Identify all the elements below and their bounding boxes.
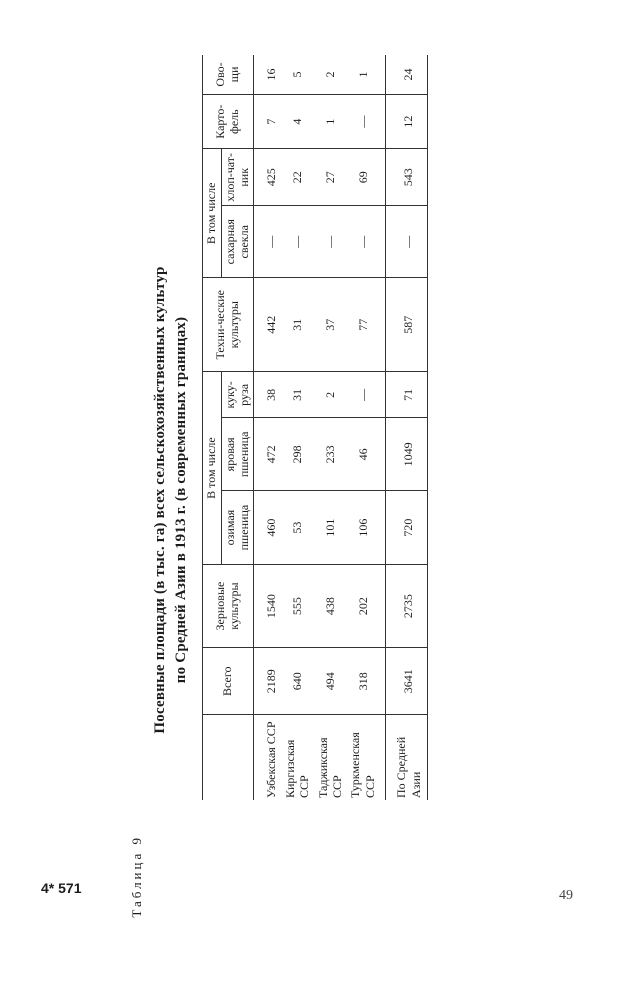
- cell-technical: 31: [281, 278, 314, 372]
- cell-spring-wheat: 46: [346, 418, 385, 491]
- cell-total: 2189: [254, 648, 281, 715]
- cell-vegetables: 2: [314, 55, 347, 94]
- cell-grain: 555: [281, 564, 314, 647]
- table-row: [314, 55, 347, 800]
- header-corn: куку-руза: [221, 372, 254, 418]
- header-technical: Техни-ческие культуры: [203, 278, 254, 372]
- header-including-technical: В том числе: [203, 149, 222, 278]
- cell-potato: 7: [254, 94, 281, 149]
- cell-spring-wheat: 472: [254, 418, 281, 491]
- cell-spring-wheat: 233: [314, 418, 347, 491]
- cell-vegetables: 1: [346, 55, 385, 94]
- sown-area-table: [202, 55, 428, 800]
- header-including-grain: В том числе: [203, 372, 222, 565]
- row-name: Таджикская ССР: [315, 737, 344, 798]
- cell-winter-wheat: 720: [386, 491, 428, 565]
- cell-vegetables: 24: [386, 55, 428, 94]
- table-row: [254, 55, 281, 800]
- header-winter-wheat: озимая пшеница: [221, 491, 254, 565]
- header-sugar-beet: сахарная свекла: [221, 206, 254, 278]
- cell-potato: 4: [281, 94, 314, 149]
- cell-corn: 2: [314, 372, 347, 418]
- cell-sugar-beet: —: [314, 206, 347, 278]
- cell-grain: 438: [314, 564, 347, 647]
- table-row-total: [386, 55, 428, 800]
- cell-technical: 77: [346, 278, 385, 372]
- cell-spring-wheat: 298: [281, 418, 314, 491]
- cell-grain: 2735: [386, 564, 428, 647]
- cell-grain: 1540: [254, 564, 281, 647]
- table-row: [346, 55, 385, 800]
- cell-sugar-beet: —: [254, 206, 281, 278]
- cell-sugar-beet: —: [346, 206, 385, 278]
- cell-cotton: 425: [254, 149, 281, 206]
- row-name: По Средней Азии: [386, 715, 428, 800]
- row-name: Киргизская ССР: [282, 739, 312, 798]
- cell-total: 494: [314, 648, 347, 715]
- cell-total: 318: [346, 648, 385, 715]
- cell-cotton: 22: [281, 149, 314, 206]
- page-number: 49: [559, 888, 573, 903]
- cell-corn: 71: [386, 372, 428, 418]
- cell-technical: 587: [386, 278, 428, 372]
- cell-sugar-beet: —: [281, 206, 314, 278]
- header-grain: Зерновые культуры: [203, 564, 254, 647]
- stub-header: [203, 715, 254, 800]
- cell-potato: 1: [314, 94, 347, 149]
- cell-potato: —: [346, 94, 385, 149]
- cell-winter-wheat: 106: [346, 491, 385, 565]
- cell-total: 3641: [386, 648, 428, 715]
- cell-cotton: 27: [314, 149, 347, 206]
- cell-vegetables: 5: [281, 55, 314, 94]
- cell-technical: 37: [314, 278, 347, 372]
- cell-technical: 442: [254, 278, 281, 372]
- header-potato: Карто-фель: [203, 94, 254, 149]
- row-name: Узбекская ССР: [264, 721, 279, 798]
- table-label: Таблица 9: [129, 835, 144, 918]
- cell-cotton: 69: [346, 149, 385, 206]
- cell-winter-wheat: 460: [254, 491, 281, 565]
- table-row: [281, 55, 314, 800]
- cell-sugar-beet: —: [386, 206, 428, 278]
- cell-vegetables: 16: [254, 55, 281, 94]
- header-spring-wheat: яровая пшеница: [221, 418, 254, 491]
- cell-cotton: 543: [386, 149, 428, 206]
- cell-winter-wheat: 53: [281, 491, 314, 565]
- cell-winter-wheat: 101: [314, 491, 347, 565]
- table-subtitle: по Средней Азии в 1913 г. (в современных границах): [173, 316, 189, 684]
- header-vegetables: Ово-щи: [203, 55, 254, 94]
- table-title: Посевные площади (в тыс. га) всех сельскохозяйственных культур: [152, 266, 168, 734]
- header-total: Всего: [203, 648, 254, 715]
- row-name: Туркменская ССР: [348, 732, 377, 798]
- cell-potato: 12: [386, 94, 428, 149]
- cell-spring-wheat: 1049: [386, 418, 428, 491]
- cell-corn: 31: [281, 372, 314, 418]
- cell-total: 640: [281, 648, 314, 715]
- signature-mark: 4* 571: [41, 880, 82, 896]
- cell-corn: —: [346, 372, 385, 418]
- cell-grain: 202: [346, 564, 385, 647]
- cell-corn: 38: [254, 372, 281, 418]
- header-cotton: хлоп-чат-ник: [221, 149, 254, 206]
